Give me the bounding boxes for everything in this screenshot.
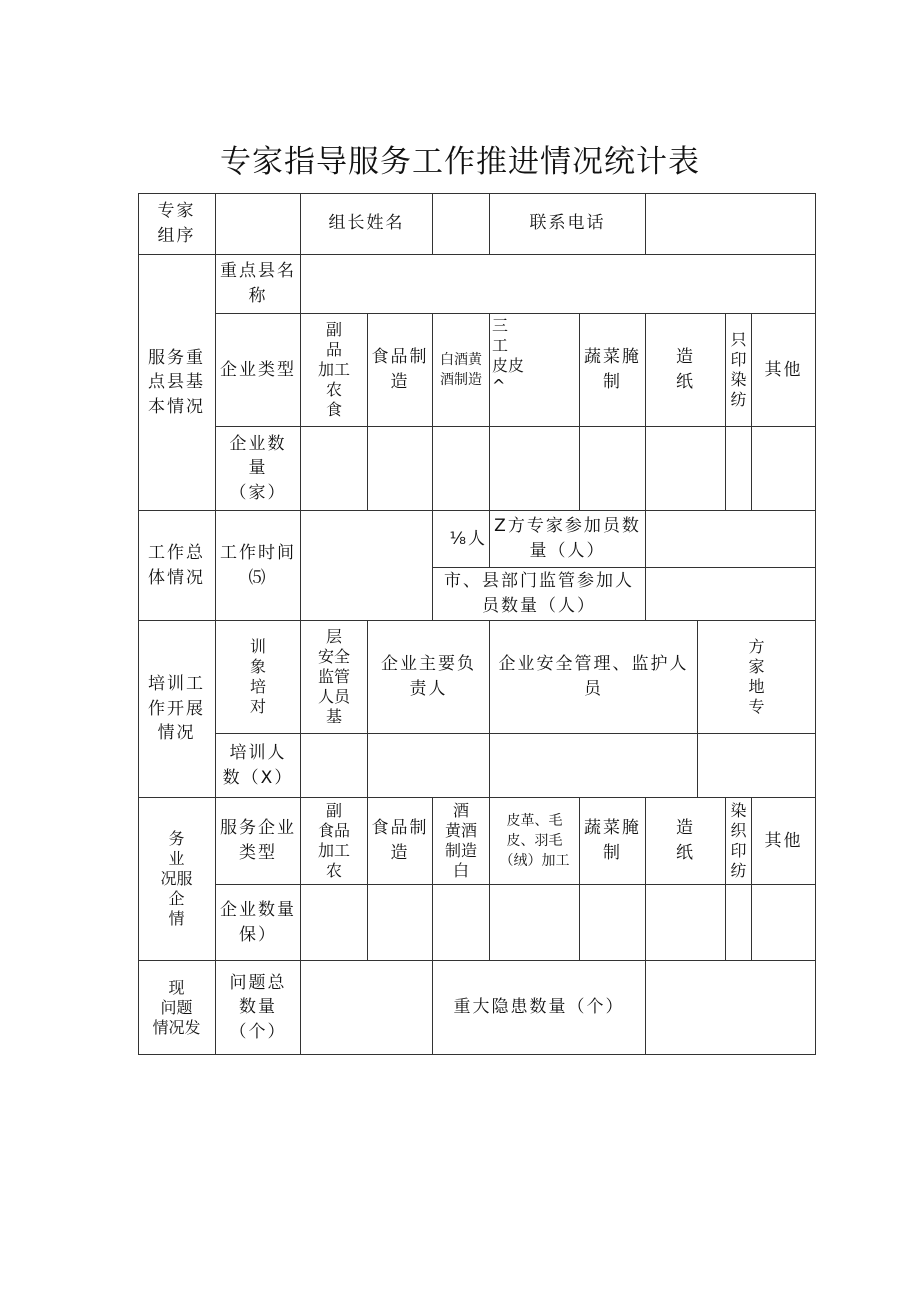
issue-count-value[interactable] — [301, 961, 433, 1055]
label-county-name: 重点县名 称 — [216, 255, 301, 314]
svc-count-textile[interactable] — [726, 885, 752, 961]
svc-count-food-mfg[interactable] — [368, 885, 433, 961]
svc-type-other: 其他 — [752, 798, 816, 885]
trainee-expert-value[interactable] — [698, 734, 816, 798]
label-work-time: 工作时间 ⑸ — [216, 511, 301, 621]
type-food-mfg: 食品制 造 — [368, 314, 433, 427]
header-leader-name: 组长姓名 — [301, 193, 433, 255]
section-issues-found: 现 问题 情况发 — [138, 961, 216, 1055]
type-leather: 三 工 皮皮 ^ — [490, 314, 580, 427]
svc-type-textile: 染 织 印 纺 — [726, 798, 752, 885]
count-pickled-veg[interactable] — [580, 427, 646, 511]
header-group-number: 专家 组序 — [138, 193, 216, 255]
phone-value[interactable] — [646, 193, 816, 255]
label-service-count: 企业数量 保） — [216, 885, 301, 961]
trainee-safety-value[interactable] — [301, 734, 368, 798]
target-safety-staff: 层 安全 监管 人员 基 — [301, 621, 368, 734]
type-pickled-veg: 蔬菜腌 制 — [580, 314, 646, 427]
label-enterprise-count: 企业数 量 （家） — [216, 427, 301, 511]
count-food-mfg[interactable] — [368, 427, 433, 511]
label-official-count: 市、县部门监管参加人 员数量（人） — [433, 568, 646, 621]
target-safety-mgmt: 企业安全管理、监护人 员 — [490, 621, 698, 734]
label-service-type: 服务企业 类型 — [216, 798, 301, 885]
stats-table — [138, 193, 816, 1055]
trainee-head-value[interactable] — [368, 734, 490, 798]
label-enterprise-type: 企业类型 — [216, 314, 301, 427]
county-name-value[interactable] — [301, 255, 816, 314]
type-textile: 只 印 染 纺 — [726, 314, 752, 427]
svc-count-other[interactable] — [752, 885, 816, 961]
type-paper: 造 纸 — [646, 314, 726, 427]
official-count-value[interactable] — [646, 568, 816, 621]
section-county-info: 服务重 点县基 本情况 — [138, 255, 216, 511]
svc-type-leather: 皮革、毛 皮、羽毛 （绒）加工 — [490, 798, 580, 885]
label-training-target: 训 象 培 对 — [216, 621, 301, 734]
count-leather[interactable] — [490, 427, 580, 511]
label-issue-count: 问题总 数量 （个） — [216, 961, 301, 1055]
svc-count-liquor[interactable] — [433, 885, 490, 961]
count-paper[interactable] — [646, 427, 726, 511]
expert-count-value[interactable] — [646, 511, 816, 568]
trainee-mgmt-value[interactable] — [490, 734, 698, 798]
target-enterprise-head: 企业主要负 责人 — [368, 621, 490, 734]
type-liquor: 白酒黄 酒制造 — [433, 314, 490, 427]
count-liquor[interactable] — [433, 427, 490, 511]
count-other[interactable] — [752, 427, 816, 511]
svc-count-agri-food[interactable] — [301, 885, 368, 961]
label-expert-count: Z方专家参加员数 量（人） — [490, 511, 646, 568]
svc-type-paper: 造 纸 — [646, 798, 726, 885]
svc-count-pickled-veg[interactable] — [580, 885, 646, 961]
count-agri-food[interactable] — [301, 427, 368, 511]
page-title: 专家指导服务工作推进情况统计表 — [220, 144, 700, 180]
count-textile[interactable] — [726, 427, 752, 511]
target-local-expert: 方 家 地 专 — [698, 621, 816, 734]
svc-type-agri-food: 副 食品 加工 农 — [301, 798, 368, 885]
leader-name-value[interactable] — [433, 193, 490, 255]
svc-count-paper[interactable] — [646, 885, 726, 961]
header-phone: 联系电话 — [490, 193, 646, 255]
work-time-value[interactable] — [301, 511, 433, 621]
group-number-value[interactable] — [216, 193, 301, 255]
svc-count-leather[interactable] — [490, 885, 580, 961]
major-hazards-value[interactable] — [646, 961, 816, 1055]
type-agri-food: 副 品 加工 农 食 — [301, 314, 368, 427]
section-service-enterprises: 务 业 况服 企 情 — [138, 798, 216, 961]
label-major-hazards: 重大隐患数量（个） — [433, 961, 646, 1055]
section-training: 培训工 作开展 情况 — [138, 621, 216, 798]
frac-label: ⅛人 — [433, 511, 490, 568]
section-work-overview: 工作总 体情况 — [138, 511, 216, 621]
svc-type-pickled-veg: 蔬菜腌 制 — [580, 798, 646, 885]
svc-type-food-mfg: 食品制 造 — [368, 798, 433, 885]
type-other: 其他 — [752, 314, 816, 427]
label-trainee-count: 培训人 数（X） — [216, 734, 301, 798]
svc-type-liquor: 酒 黄酒 制造 白 — [433, 798, 490, 885]
